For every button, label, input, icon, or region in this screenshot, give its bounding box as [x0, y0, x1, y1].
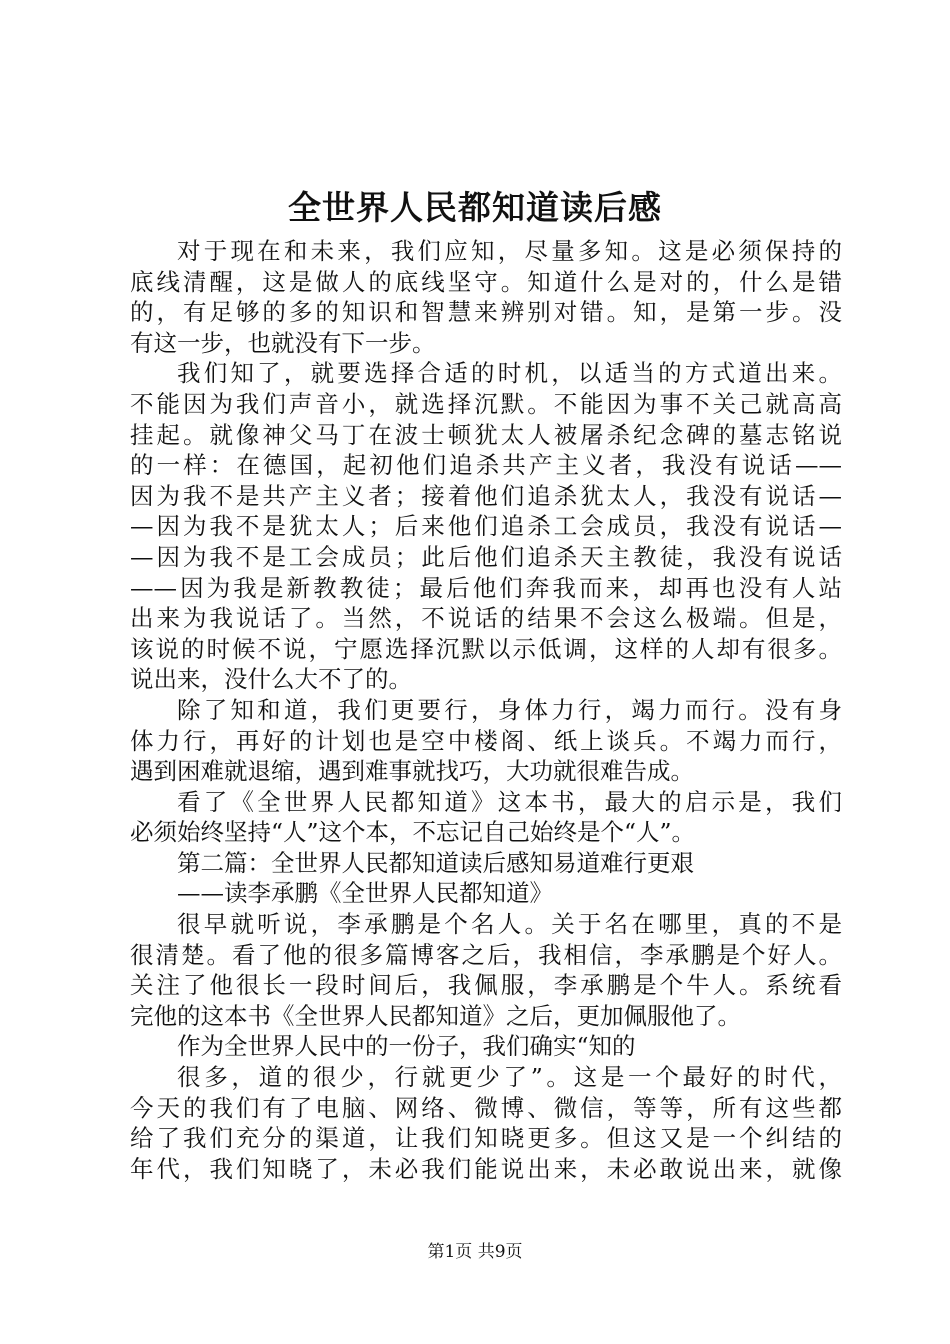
text-line: ——读李承鹏《全世界人民都知道》	[177, 879, 553, 908]
text-line: 该说的时候不说，宁愿选择沉默以示低调，这样的人却有很多。	[130, 634, 842, 663]
text-line: 因为我不是共产主义者；接着他们追杀犹太人，我没有说话—	[130, 481, 842, 510]
document-body	[130, 236, 842, 1184]
text-line: ——因为我是新教教徒；最后他们奔我而来，却再也没有人站	[130, 573, 842, 602]
text-line: 给了我们充分的渠道，让我们知晓更多。但这又是一个纠结的	[130, 1124, 842, 1153]
text-line: —因为我不是犹太人；后来他们追杀工会成员，我没有说话—	[130, 512, 842, 541]
text-line: 体力行，再好的计划也是空中楼阁、纸上谈兵。不竭力而行，	[130, 726, 842, 755]
text-line: 的，有足够的多的知识和智慧来辨别对错。知，是第一步。没	[130, 298, 842, 327]
text-line: 出来为我说话了。当然，不说话的结果不会这么极端。但是，	[130, 604, 842, 633]
text-line: 今天的我们有了电脑、网络、微博、微信，等等，所有这些都	[130, 1093, 842, 1122]
text-line: 的一样：在德国，起初他们追杀共产主义者，我没有说话——	[130, 451, 842, 480]
text-line: 对于现在和未来，我们应知，尽量多知。这是必须保持的	[177, 237, 842, 265]
text-line: 说出来，没什么大不了的。	[130, 665, 412, 694]
text-line: 很多，道的很少，行就更少了”。这是一个最好的时代，	[177, 1063, 842, 1092]
text-line: 完他的这本书《全世界人民都知道》之后，更加佩服他了。	[130, 1001, 741, 1030]
text-line: 看了《全世界人民都知道》这本书，最大的启示是，我们	[177, 787, 842, 816]
text-line: 年代，我们知晓了，未必我们能说出来，未必敢说出来，就像	[130, 1154, 842, 1183]
text-line: 遇到困难就退缩，遇到难事就找巧，大功就很难告成。	[130, 757, 694, 786]
text-line: 不能因为我们声音小，就选择沉默。不能因为事不关己就高高	[130, 389, 842, 418]
text-line: —因为我不是工会成员；此后他们追杀天主教徒，我没有说话	[130, 542, 842, 571]
text-line: 关注了他很长一段时间后，我佩服，李承鹏是个牛人。系统看	[130, 971, 842, 1000]
document-title: 全世界人民都知道读后感	[288, 188, 662, 227]
page-footer: 第1页 共9页	[427, 1242, 523, 1262]
text-line: 很早就听说，李承鹏是个名人。关于名在哪里，真的不是	[177, 910, 842, 939]
text-line: 作为全世界人民中的一份子，我们确实“知的	[177, 1032, 636, 1061]
text-line: 第二篇：全世界人民都知道读后感知易道难行更艰	[177, 848, 694, 877]
text-line: 我们知了，就要选择合适的时机，以适当的方式道出来。	[177, 359, 842, 388]
text-line: 除了知和道，我们更要行，身体力行，竭力而行。没有身	[177, 695, 842, 724]
text-line: 底线清醒，这是做人的底线坚守。知道什么是对的，什么是错	[130, 267, 842, 296]
text-line: 挂起。就像神父马丁在波士顿犹太人被屠杀纪念碑的墓志铭说	[130, 420, 842, 449]
text-line: 有这一步，也就没有下一步。	[130, 328, 436, 357]
text-line: 必须始终坚持“人”这个本，不忘记自己始终是个“人”。	[130, 818, 696, 847]
text-line: 很清楚。看了他的很多篇博客之后，我相信，李承鹏是个好人。	[130, 940, 842, 969]
